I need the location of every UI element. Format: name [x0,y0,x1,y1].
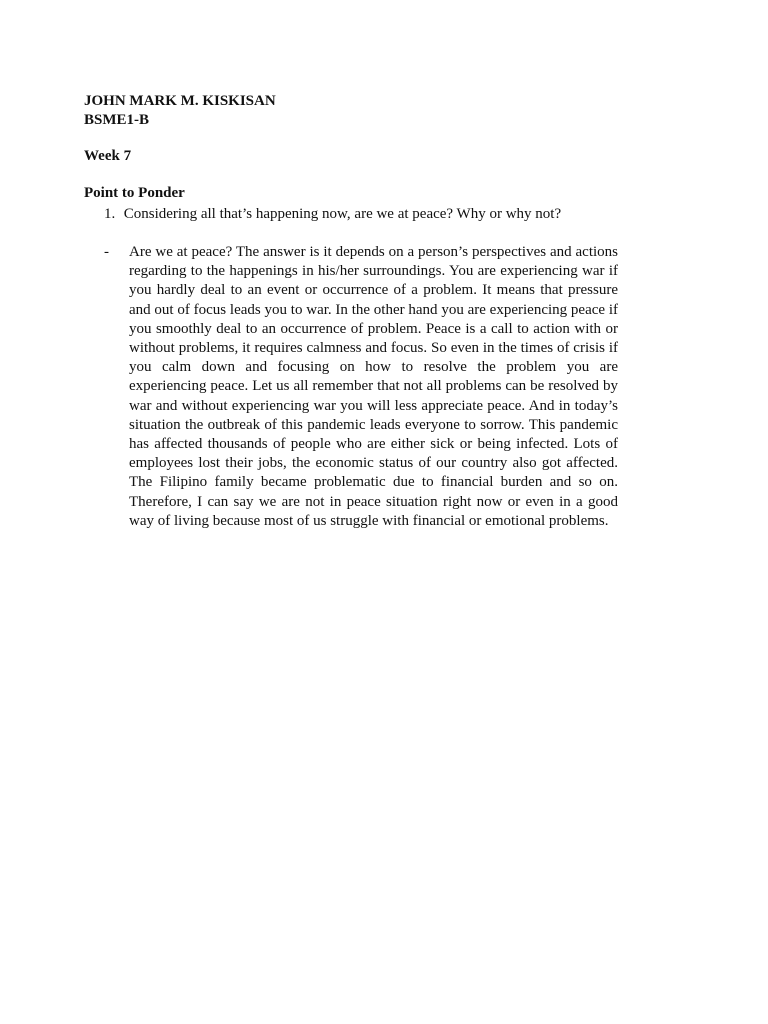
section-title: Point to Ponder [84,185,185,201]
question-text: Considering all that’s happening now, are we at peace? Why or why not? [123,206,562,222]
answer-bullet: - [104,244,109,260]
week-label: Week 7 [84,148,132,164]
student-info [84,92,276,130]
student-section: BSME1-B [84,112,150,128]
question-number: 1. [104,206,116,222]
question-item [104,205,561,224]
student-name: JOHN MARK M. KISKISAN [84,93,276,109]
answer-paragraph: Are we at peace? The answer is it depends on a person’s perspectives and actions regarding to the happenings in his/her surroundings. You are experiencing war if you hardly deal to an event or occurrence of a problem. It means that pressure and out of focus leads you to war. In the other hand you are experiencing peace if you smoothly deal to an occurrence of problem. Peace is a call to action with or without problems, it requires calmness and focus. So even in the times of crisis if you calm down and focusing on how to resolve the problem you are experiencing peace. Let us all remember that not all problems can be resolved by war and without experiencing war you will less appreciate peace. And in today’s situation the outbreak of this pandemic leads everyone to sorrow. This pandemic has affected thousands of people who are either sick or being infected. Lots of employees lost their jobs, the economic status of our country also got affected. The Filipino family became problematic due to financial burden and so on. Therefore, I can say we are not in peace situation right now or even in a good way of living because most of us struggle with financial or emotional problems. [129,244,618,529]
